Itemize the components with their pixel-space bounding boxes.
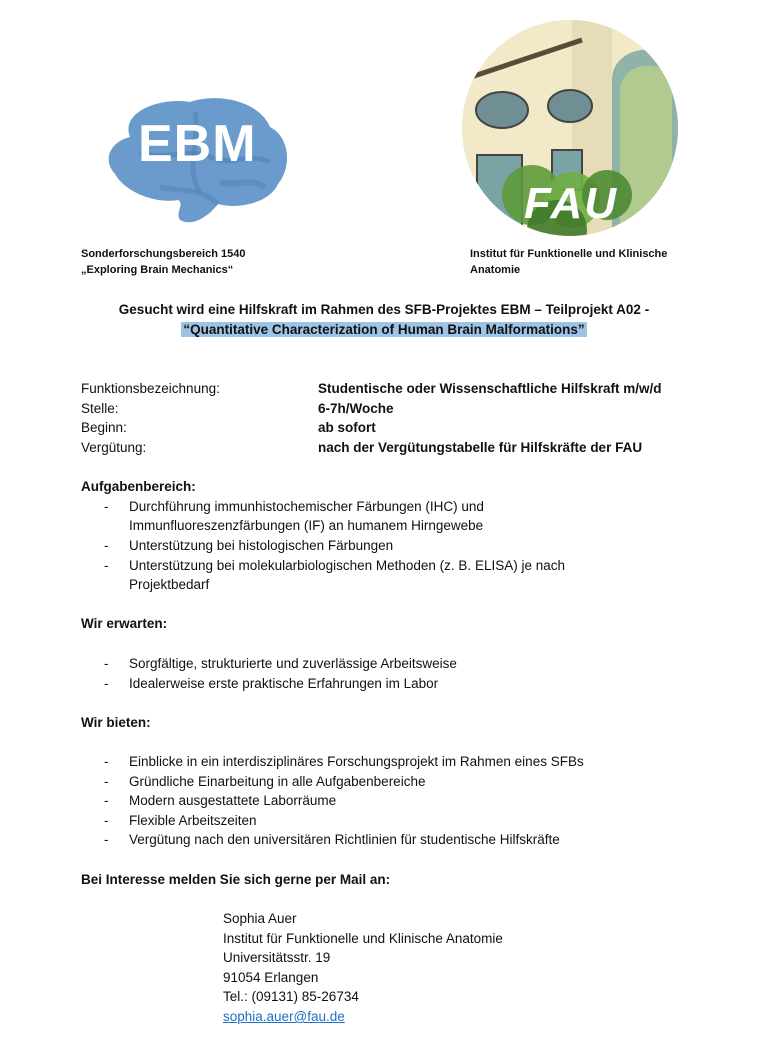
offer-item: Gründliche Einarbeitung in alle Aufgabenbereiche [129, 774, 426, 789]
contact-institute: Institut für Funktionelle und Klinische Anatomie [223, 931, 503, 946]
detail-label-function: Funktionsbezeichnung: [81, 381, 220, 396]
detail-label-start: Beginn: [81, 420, 127, 435]
institute-caption-line1: Institut für Funktionelle und Klinische [470, 248, 668, 260]
page-title-line2 [0, 320, 768, 340]
offer-item: Flexible Arbeitszeiten [129, 813, 257, 828]
offer-item: Einblicke in ein interdisziplinäres Forschungsprojekt im Rahmen eines SFBs [129, 754, 584, 769]
bullet: - [104, 754, 109, 769]
ebm-logo [100, 92, 292, 232]
bullet: - [104, 813, 109, 828]
expect-item: Idealerweise erste praktische Erfahrungen im Labor [129, 676, 439, 691]
bullet: - [104, 558, 109, 573]
bullet: - [104, 538, 109, 553]
task-item-cont: Immunfluoreszenzfärbungen (IF) an humanem Hirngewebe [129, 518, 484, 533]
fau-logo-text: FAU [524, 179, 618, 228]
ebm-logo-text: EBM [138, 115, 257, 173]
expect-heading: Wir erwarten: [81, 616, 168, 631]
detail-value-function: Studentische oder Wissenschaftliche Hilfskraft m/w/d [318, 381, 662, 396]
bullet: - [104, 774, 109, 789]
bullet: - [104, 656, 109, 671]
project-title-highlight: “Quantitative Characterization of Human Brain Malformations” [183, 322, 585, 337]
contact-street: Universitätsstr. 19 [223, 950, 331, 965]
contact-name: Sophia Auer [223, 911, 297, 926]
tasks-heading: Aufgabenbereich: [81, 479, 196, 494]
contact-email-link[interactable]: sophia.auer@fau.de [223, 1009, 345, 1024]
offer-heading: Wir bieten: [81, 715, 151, 730]
detail-value-salary: nach der Vergütungstabelle für Hilfskräfte der FAU [318, 440, 643, 455]
fau-logo [462, 20, 678, 236]
offer-item: Modern ausgestattete Laborräume [129, 793, 337, 808]
bullet: - [104, 793, 109, 808]
bullet: - [104, 499, 109, 514]
bullet: - [104, 832, 109, 847]
contact-heading: Bei Interesse melden Sie sich gerne per Mail an: [81, 872, 391, 887]
expect-item: Sorgfältige, strukturierte und zuverlässige Arbeitsweise [129, 656, 457, 671]
task-item-cont: Projektbedarf [129, 577, 210, 592]
bullet: - [104, 676, 109, 691]
institute-caption-line2: Anatomie [470, 264, 521, 276]
task-item: Durchführung immunhistochemischer Färbungen (IHC) und [129, 499, 484, 514]
contact-phone: Tel.: (09131) 85-26734 [223, 989, 359, 1004]
task-item: Unterstützung bei histologischen Färbungen [129, 538, 394, 553]
offer-item: Vergütung nach den universitären Richtlinien für studentische Hilfskräfte [129, 832, 560, 847]
detail-label-position: Stelle: [81, 401, 119, 416]
page-title-line1: Gesucht wird eine Hilfskraft im Rahmen des SFB-Projektes EBM – Teilprojekt A02 - [118, 302, 650, 317]
sfb-caption-line2: „Exploring Brain Mechanics“ [81, 264, 234, 276]
detail-value-position: 6-7h/Woche [318, 401, 394, 416]
detail-label-salary: Vergütung: [81, 440, 147, 455]
detail-value-start: ab sofort [318, 420, 376, 435]
contact-city: 91054 Erlangen [223, 970, 319, 985]
sfb-caption-line1: Sonderforschungsbereich 1540 [81, 248, 246, 260]
task-item: Unterstützung bei molekularbiologischen Methoden (z. B. ELISA) je nach [129, 558, 565, 573]
